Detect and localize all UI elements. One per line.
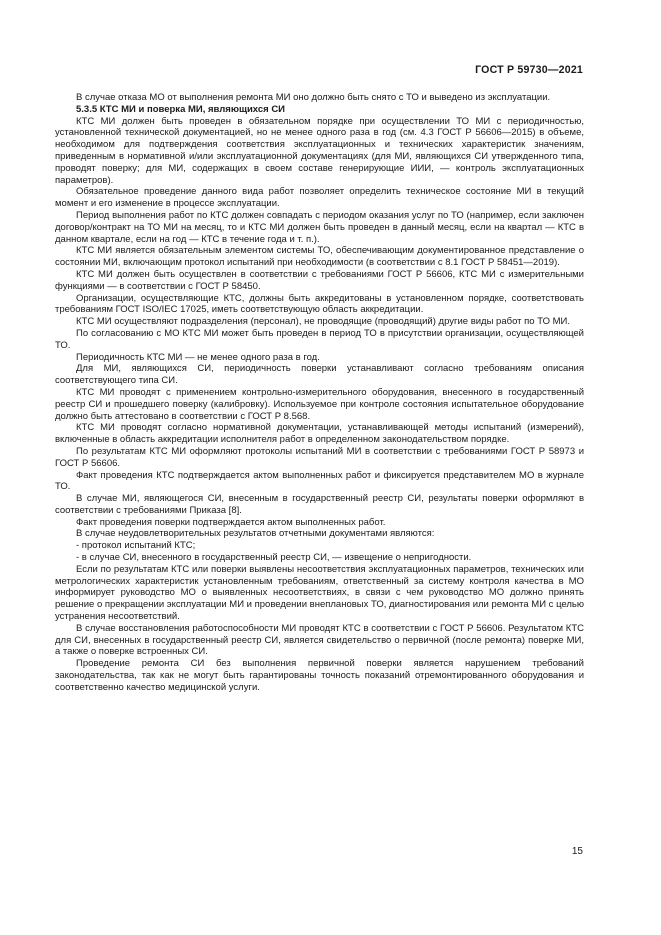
paragraph: В случае восстановления работоспособности МИ проводят КТС в соответствии с ГОСТ Р 56606. Результатом КТС для СИ, внесенных в государственный реестр СИ, является свидетельство о первичной (после ремонта) поверке МИ, а также о поверке встроенных СИ. [55,622,584,658]
paragraph: В случае отказа МО от выполнения ремонта МИ оно должно быть снято с ТО и выведено из эксплуатации. [76,92,551,103]
paragraph: КТС МИ является обязательным элементом системы ТО, обеспечивающим документированное представление о состоянии МИ, включающим протокол испытаний при необходимости (в соответствии с 8.1 ГОСТ Р 58451—2019). [55,245,584,269]
document-standard-id: ГОСТ Р 59730—2021 [475,64,583,76]
paragraph: Организации, осуществляющие КТС, должны быть аккредитованы в установленном порядке, соответствовать требованиям ГОСТ ISO/IEC 17025, иметь соответствующую область аккредитации. [55,292,584,316]
paragraph: В случае МИ, являющегося СИ, внесенным в государственный реестр СИ, результаты поверки оформляют в соответствии с требованиями Приказа [8]. [55,493,584,516]
paragraph: Факт проведения поверки подтверждается актом выполненных работ. [76,516,386,528]
paragraph: КТС МИ проводят с применением контрольно-измерительного оборудования, внесенного в государственный реестр СИ и прошедшего поверку (калибровку). Используемое при контроле состояния испытательное оборудование должно быть аттестовано в соответствии с ГОСТ Р 8.568. [55,386,584,422]
document-body [55,92,584,694]
paragraph: Период выполнения работ по КТС должен совпадать с периодом оказания услуг по ТО (например, если заключен договор/контракт на ТО МИ на месяц, то и КТС МИ должен быть проведен в данный месяц, если на квартал — КТС в данном квартале, если на год — КТС в течение года и т. п.). [55,209,584,245]
section-heading: 5.3.5 КТС МИ и поверка МИ, являющихся СИ [76,103,286,115]
paragraph: Факт проведения КТС подтверждается актом выполненных работ и фиксируется представителем МО в журнале ТО. [55,469,584,493]
paragraph: По согласованию с МО КТС МИ может быть проведен в период ТО в присутствии организации, осуществляющей ТО. [55,327,584,351]
paragraph: Обязательное проведение данного вида работ позволяет определить техническое состояние МИ в текущий момент и его изменение в процессе эксплуатации. [55,186,584,210]
paragraph: Проведение ремонта СИ без выполнения первичной поверки является нарушением требований законодательства, так как не могут быть гарантированы точность показаний отремонтированного оборудования и соответственно качество медицинской услуги. [55,658,584,693]
page-number: 15 [571,846,583,857]
paragraph: КТС МИ осуществляют подразделения (персонал), не проводящие (проводящий) другие виды работ по ТО МИ. [76,316,570,328]
paragraph: Периодичность КТС МИ — не менее одного раза в год. [76,351,320,363]
list-item: - протокол испытаний КТС; [76,540,196,552]
paragraph: Для МИ, являющихся СИ, периодичность поверки устанавливают согласно требованиям описания соответствующего типа СИ. [55,363,584,387]
paragraph: В случае неудовлетворительных результатов отчетными документами являются: [76,528,435,540]
paragraph: КТС МИ должен быть проведен в обязательном порядке при осуществлении ТО МИ с периодичностью, установленной технической документацией, но не менее одного раза в год (см. 4.3 ГОСТ Р 56606—2015) в объеме, необходимом для подтверждения соответствия эксплуатационных и технических характеристик значениям, приведенным в нормативной и/или эксплуатационной документациях (для МИ, являющихся СИ утвержденного типа, проводят поверку; для МИ, содержащих в своем составе генерирующие ИИИ, — контроль эксплуатационных параметров). [55,115,584,186]
paragraph: КТС МИ проводят согласно нормативной документации, устанавливающей методы испытаний (измерений), включенные в область аккредитации исполнителя работ в определенном законодательством порядке. [55,422,584,446]
paragraph: По результатам КТС МИ оформляют протоколы испытаний МИ в соответствии с требованиями ГОСТ Р 58973 и ГОСТ Р 56606. [55,445,584,469]
paragraph: Если по результатам КТС или поверки выявлены несоответствия эксплуатационных параметров, технических или метрологических характеристик установленным требованиям, ответственный за систему контроля качества в МО информирует руководство МО о выявленных несоответствиях, в связи с чем руководство МО должно принять решение о прекращении эксплуатации МИ и проведении внеплановых ТО, диагностирования или ремонта МИ с целью устранения несоответствий. [55,563,584,623]
paragraph: КТС МИ должен быть осуществлен в соответствии с требованиями ГОСТ Р 56606, КТС МИ с измерительными функциями — в соответствии с ГОСТ Р 58450. [55,268,584,292]
list-item: - в случае СИ, внесенного в государственный реестр СИ, — извещение о непригодности. [76,552,472,564]
